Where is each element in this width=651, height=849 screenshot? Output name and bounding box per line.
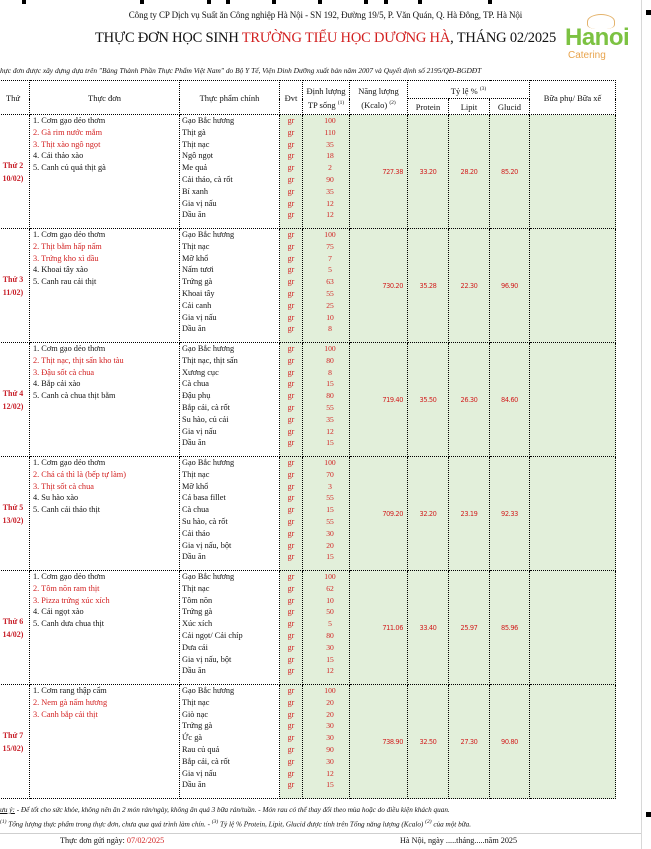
dish-item: 3. Pizza trứng xúc xích (33, 595, 110, 605)
quantity-item: 5 (328, 619, 332, 629)
page-title: THỰC ĐƠN HỌC SINH TRƯỜNG TIỂU HỌC DƯƠNG HÀ, THÁNG 02/2025 (95, 30, 556, 46)
unit-item: gr (287, 607, 295, 617)
ingredient-item: Trứng gà (182, 607, 213, 617)
lipit-value: 25.97 (449, 571, 490, 685)
ingredient-list (180, 343, 280, 457)
ingredient-item: Thịt nạc (182, 583, 210, 593)
ingredient-item: Su hào, cà rốt (182, 516, 228, 526)
unit-item: gr (287, 733, 295, 743)
dish-item: 1. Cơm gạo dẻo thơm (33, 230, 106, 239)
unit-item: gr (287, 265, 295, 275)
ingredient-item: Gia vị nấu (182, 198, 217, 208)
ingredient-item: Mỡ khổ (182, 481, 209, 491)
ingredient-item: Tôm nõn (182, 595, 213, 605)
quantity-list (303, 457, 350, 571)
unit-item: gr (287, 414, 295, 424)
protein-value: 33.20 (408, 115, 449, 229)
unit-item: gr (287, 458, 295, 467)
quantity-item: 30 (326, 756, 334, 766)
dish-item: 4. Cải ngọt xào (33, 607, 84, 617)
lipit-value: 28.20 (449, 115, 490, 229)
unit-item: gr (287, 572, 295, 581)
dish-item: 2. Nem gà nấm hương (33, 697, 108, 707)
quantity-item: 80 (326, 391, 334, 401)
quantity-item: 55 (326, 493, 334, 503)
quantity-item: 15 (326, 780, 334, 790)
unit-item: gr (287, 528, 295, 538)
page-ruler (0, 0, 651, 6)
quantity-item: 15 (326, 654, 334, 664)
dish-item: 5. Canh cà chua thịt bằm (33, 391, 116, 401)
unit-item: gr (287, 277, 295, 287)
quantity-item: 12 (326, 426, 334, 436)
lipit-value: 26.30 (449, 343, 490, 457)
col-ingredient: Thực phẩm chính (180, 81, 280, 115)
glucid-value: 85.20 (490, 115, 530, 229)
unit-item: gr (287, 438, 295, 448)
quantity-item: 20 (326, 697, 334, 707)
page-edge (641, 0, 642, 849)
quantity-item: 55 (326, 516, 334, 526)
quantity-item: 5 (328, 265, 332, 275)
quantity-item: 25 (326, 300, 334, 310)
col-ratio: Tỷ lệ % $^{(3)}$ (408, 81, 530, 99)
unit-item: gr (287, 163, 295, 173)
snack-cell (530, 343, 616, 457)
ingredient-item: Gia vị nấu (182, 312, 217, 322)
unit-item: gr (287, 619, 295, 629)
dish-item: 4. Khoai tây xào (33, 265, 88, 275)
unit-item: gr (287, 540, 295, 550)
quantity-item: 15 (326, 552, 334, 562)
dish-item: 2. Tôm nõn ram thịt (33, 583, 100, 593)
ingredient-item: Bí xanh (182, 186, 209, 196)
energy-value: 738.90 (350, 685, 408, 799)
col-quantity: Định lượng TP sống $^{(1)}$ (303, 81, 350, 115)
quantity-item: 63 (326, 277, 334, 287)
note-line-2: $^{(1)}$ Tổng lượng thực phẩm trong thực đơn, chưa qua quá trình làm chín. - $^{(3)}$ Tỷ lệ % Protein, Lipit, Glucid được tính trên Tổng năng lượng (Kcalo) $^{(2)}$ của một bữa. (0, 819, 471, 829)
unit-item: gr (287, 709, 295, 719)
ingredient-item: Ức gà (182, 733, 203, 743)
unit-item: gr (287, 402, 295, 412)
glucid-value: 90.80 (490, 685, 530, 799)
quantity-item: 15 (326, 438, 334, 448)
unit-list (280, 115, 303, 229)
dish-item: 2. Thịt bằm hấp nấm (33, 241, 102, 251)
unit-item: gr (287, 127, 295, 137)
unit-item: gr (287, 642, 295, 652)
quantity-item: 12 (326, 198, 334, 208)
ingredient-item: Dầu ăn (182, 552, 206, 562)
quantity-item: 30 (326, 642, 334, 652)
ingredient-item: Dầu ăn (182, 780, 206, 790)
ingredient-item: Su hào, củ cải (182, 414, 229, 424)
day-cell: Thứ 2 10/02) (0, 115, 30, 229)
unit-item: gr (287, 595, 295, 605)
unit-item: gr (287, 481, 295, 491)
unit-list (280, 685, 303, 799)
dish-item: 4. Cải thảo xào (33, 151, 84, 161)
quantity-item: 7 (328, 253, 332, 263)
quantity-item: 12 (326, 666, 334, 676)
dish-item: 3. Thịt sốt cà chua (33, 481, 94, 491)
energy-value: 730.20 (350, 229, 408, 343)
menu-basis-note: hực đơn được xây dựng dựa trên "Bảng Thành Phần Thực Phẩm Việt Nam" do Bộ Y Tế, Viện Dinh Dưỡng xuất bản năm 2007 và Quyết định số 2195/QĐ-BGDĐT (0, 66, 482, 75)
unit-item: gr (287, 756, 295, 766)
quantity-item: 55 (326, 288, 334, 298)
ingredient-item: Trứng gà (182, 277, 213, 287)
quantity-list (303, 571, 350, 685)
day-cell: Thứ 3 11/02) (0, 229, 30, 343)
snack-cell (530, 571, 616, 685)
ingredient-item: Cải thảo, cà rốt (182, 174, 233, 184)
day-row (0, 343, 616, 457)
unit-item: gr (287, 721, 295, 731)
unit-item: gr (287, 139, 295, 149)
ingredient-item: Cà chua (182, 379, 209, 389)
quantity-list (303, 343, 350, 457)
quantity-item: 35 (326, 414, 334, 424)
ingredient-item: Ngô ngọt (182, 151, 214, 161)
ingredient-item: Nấm tươi (182, 265, 214, 275)
ingredient-item: Gạo Bắc hương (182, 230, 235, 239)
ingredient-item: Gia vị nấu, bột (182, 540, 232, 550)
unit-item: gr (287, 493, 295, 503)
unit-item: gr (287, 379, 295, 389)
col-unit: Đvt (280, 81, 303, 115)
ingredient-item: Thịt gà (182, 127, 206, 137)
quantity-item: 110 (324, 127, 336, 137)
ingredient-item: Cá basa fillet (182, 493, 226, 503)
unit-item: gr (287, 210, 295, 220)
dish-item: 1. Cơm gạo dẻo thơm (33, 458, 106, 467)
ingredient-item: Dầu ăn (182, 324, 206, 334)
quantity-item: 8 (328, 367, 332, 377)
unit-item: gr (287, 230, 295, 239)
ingredient-item: Bắp cải, cà rốt (182, 402, 230, 412)
glucid-value: 85.96 (490, 571, 530, 685)
unit-item: gr (287, 174, 295, 184)
glucid-value: 92.33 (490, 457, 530, 571)
unit-item: gr (287, 324, 295, 334)
ingredient-item: Gạo Bắc hương (182, 116, 235, 125)
quantity-item: 80 (326, 355, 334, 365)
divider (0, 833, 641, 834)
unit-item: gr (287, 241, 295, 251)
menu-table (0, 80, 616, 799)
place-date: Hà Nội, ngày .....tháng.....năm 2025 (400, 836, 518, 845)
energy-value: 719.40 (350, 343, 408, 457)
unit-list (280, 571, 303, 685)
ingredient-item: Xúc xích (182, 619, 213, 629)
ingredient-item: Gia vị nấu, bột (182, 654, 232, 664)
unit-list (280, 229, 303, 343)
dish-list (30, 685, 180, 799)
glucid-value: 96.90 (490, 229, 530, 343)
dish-item: 4. Bắp cải xào (33, 379, 81, 389)
dish-item: 3. Canh bắp cải thịt (33, 709, 98, 719)
quantity-item: 18 (326, 151, 334, 161)
dish-item: 5. Canh dưa chua thịt (33, 619, 105, 629)
ingredient-item: Gạo Bắc hương (182, 344, 235, 353)
ingredient-item: Gạo Bắc hương (182, 458, 235, 467)
quantity-item: 20 (326, 540, 334, 550)
dish-item: 1. Cơm gạo dẻo thơm (33, 116, 106, 125)
unit-item: gr (287, 253, 295, 263)
day-row (0, 457, 616, 571)
unit-item: gr (287, 780, 295, 790)
dish-item: 1. Cơm gạo dẻo thơm (33, 572, 106, 581)
ingredient-item: Cải ngọt/ Cải chíp (182, 630, 243, 640)
unit-item: gr (287, 583, 295, 593)
ingredient-item: Cải canh (182, 300, 212, 310)
day-row (0, 685, 616, 799)
dish-item: 1. Cơm gạo dẻo thơm (33, 344, 106, 353)
ingredient-item: Dầu ăn (182, 666, 206, 676)
quantity-item: 80 (326, 630, 334, 640)
quantity-item: 100 (324, 116, 336, 125)
quantity-item: 100 (324, 686, 336, 695)
unit-item: gr (287, 426, 295, 436)
unit-item: gr (287, 151, 295, 161)
quantity-item: 70 (326, 469, 334, 479)
dish-item: 5. Canh cải thảo thịt (33, 505, 101, 515)
quantity-item: 50 (326, 607, 334, 617)
quantity-item: 100 (324, 572, 336, 581)
ingredient-item: Rau củ quả (182, 744, 220, 754)
unit-item: gr (287, 300, 295, 310)
unit-item: gr (287, 469, 295, 479)
unit-item: gr (287, 198, 295, 208)
unit-item: gr (287, 697, 295, 707)
quantity-item: 15 (326, 505, 334, 515)
ingredient-item: Dầu ăn (182, 438, 206, 448)
school-name: TRƯỜNG TIỂU HỌC DƯƠNG HÀ (241, 30, 451, 46)
dish-item: 1. Cơm rang thập cẩm (33, 686, 107, 695)
ingredient-item: Thịt nạc (182, 469, 210, 479)
unit-item: gr (287, 367, 295, 377)
ingredient-item: Gạo Bắc hương (182, 572, 235, 581)
note-line-1: ưu ý: - Để tốt cho sức khỏe, không nên ăn 2 món rán/ngày, không ăn quá 3 bữa rán/tuần. - Món rau có thể thay đổi theo mùa hoặc do điều kiện khách quan. (0, 806, 450, 814)
dish-item: 2. Thịt nạc, thịt sấn kho tàu (33, 355, 124, 365)
ingredient-item: Khoai tây (182, 288, 215, 298)
col-menu: Thực đơn (30, 81, 180, 115)
ingredient-item: Thịt nạc (182, 697, 210, 707)
protein-value: 32.20 (408, 457, 449, 571)
day-cell: Thứ 5 13/02) (0, 457, 30, 571)
ingredient-item: Me quả (182, 163, 208, 173)
quantity-item: 12 (326, 210, 334, 220)
ingredient-item: Bắp cải, cà rốt (182, 756, 230, 766)
quantity-item: 15 (326, 379, 334, 389)
col-protein: Protein (408, 99, 449, 115)
quantity-item: 35 (326, 186, 334, 196)
quantity-item: 55 (326, 402, 334, 412)
unit-item: gr (287, 686, 295, 695)
ingredient-item: Gia vị nấu (182, 426, 217, 436)
glucid-value: 84.60 (490, 343, 530, 457)
dish-item: 5. Canh rau cải thịt (33, 277, 97, 287)
unit-item: gr (287, 344, 295, 353)
protein-value: 32.50 (408, 685, 449, 799)
quantity-list (303, 229, 350, 343)
dish-item: 2. Gà rim nước mắm (33, 127, 103, 137)
unit-item: gr (287, 768, 295, 778)
day-row (0, 571, 616, 685)
protein-value: 33.40 (408, 571, 449, 685)
quantity-item: 30 (326, 721, 334, 731)
col-snack: Bữa phụ/ Bữa xế (530, 81, 616, 115)
col-day: Thứ (0, 81, 30, 115)
unit-item: gr (287, 552, 295, 562)
unit-item: gr (287, 654, 295, 664)
energy-value: 711.06 (350, 571, 408, 685)
day-cell: Thứ 7 15/02) (0, 685, 30, 799)
ingredient-item: Dưa cải (182, 642, 208, 652)
unit-list (280, 457, 303, 571)
ingredient-item: Xương cục (182, 367, 219, 377)
resize-handle[interactable] (646, 812, 651, 817)
ingredient-list (180, 457, 280, 571)
lipit-value: 27.30 (449, 685, 490, 799)
unit-item: gr (287, 744, 295, 754)
ingredient-item: Giò nạc (182, 709, 209, 719)
ingredient-item: Gạo Bắc hương (182, 686, 235, 695)
snack-cell (530, 115, 616, 229)
quantity-item: 100 (324, 344, 336, 353)
quantity-item: 3 (328, 481, 332, 491)
quantity-item: 90 (326, 174, 334, 184)
sent-date: Thực đơn gửi ngày: 07/02/2025 (60, 836, 165, 845)
quantity-item: 30 (326, 733, 334, 743)
quantity-item: 10 (326, 595, 334, 605)
unit-item: gr (287, 312, 295, 322)
ingredient-list (180, 685, 280, 799)
lipit-value: 23.19 (449, 457, 490, 571)
unit-item: gr (287, 116, 295, 125)
dish-list (30, 229, 180, 343)
ingredient-item: Thịt nạc, thịt sấn (182, 355, 238, 365)
dish-list (30, 115, 180, 229)
dish-item: 3. Trứng kho xì dầu (33, 253, 99, 263)
col-lipit: Lipit (449, 99, 490, 115)
day-cell: Thứ 6 14/02) (0, 571, 30, 685)
quantity-item: 30 (326, 528, 334, 538)
company-address: Công ty CP Dịch vụ Suất ăn Công nghiệp Hà Nội - SN 192, Đường 19/5, P. Văn Quán, Q. Hà Đông, TP. Hà Nội (128, 10, 523, 20)
ingredient-list (180, 571, 280, 685)
dish-item: 2. Chả cá thì là (bếp tự làm) (33, 469, 126, 479)
dish-item: 3. Đậu sốt cà chua (33, 367, 95, 377)
energy-value: 709.20 (350, 457, 408, 571)
quantity-item: 100 (324, 230, 336, 239)
dish-list (30, 571, 180, 685)
lipit-value: 22.30 (449, 229, 490, 343)
quantity-list (303, 685, 350, 799)
ingredient-item: Cà chua (182, 505, 209, 515)
protein-value: 35.50 (408, 343, 449, 457)
unit-item: gr (287, 391, 295, 401)
col-energy: Năng lượng (Kcalo) $^{(2)}$ (350, 81, 408, 115)
ingredient-item: Trứng gà (182, 721, 213, 731)
quantity-item: 12 (326, 768, 334, 778)
unit-item: gr (287, 516, 295, 526)
quantity-item: 75 (326, 241, 334, 251)
ingredient-item: Thịt nạc (182, 139, 210, 149)
snack-cell (530, 229, 616, 343)
unit-item: gr (287, 186, 295, 196)
quantity-item: 35 (326, 139, 334, 149)
ingredient-item: Cải thảo (182, 528, 210, 538)
quantity-item: 62 (326, 583, 334, 593)
protein-value: 35.28 (408, 229, 449, 343)
day-row (0, 229, 616, 343)
hanoi-catering-logo: Hanoi Catering (565, 14, 635, 64)
quantity-item: 10 (326, 312, 334, 322)
quantity-item: 100 (324, 458, 336, 467)
day-cell: Thứ 4 12/02) (0, 343, 30, 457)
unit-item: gr (287, 505, 295, 515)
ingredient-item: Dầu ăn (182, 210, 206, 220)
quantity-item: 20 (326, 709, 334, 719)
quantity-item: 2 (328, 163, 332, 173)
dish-list (30, 457, 180, 571)
ingredient-item: Gia vị nấu (182, 768, 217, 778)
unit-list (280, 343, 303, 457)
dish-item: 4. Su hào xào (33, 493, 79, 503)
dish-item: 3. Thịt xào ngô ngọt (33, 139, 101, 149)
ingredient-list (180, 229, 280, 343)
day-row (0, 115, 616, 229)
dish-item: 5. Canh củ quả thịt gà (33, 163, 106, 173)
ingredient-list (180, 115, 280, 229)
quantity-item: 8 (328, 324, 332, 334)
unit-item: gr (287, 630, 295, 640)
col-glucid: Glucid (490, 99, 530, 115)
energy-value: 727.38 (350, 115, 408, 229)
unit-item: gr (287, 666, 295, 676)
quantity-item: 90 (326, 744, 334, 754)
ingredient-item: Đậu phụ (182, 391, 211, 401)
quantity-list (303, 115, 350, 229)
ingredient-item: Mỡ khổ (182, 253, 209, 263)
snack-cell (530, 457, 616, 571)
dish-list (30, 343, 180, 457)
ingredient-item: Thịt nạc (182, 241, 210, 251)
unit-item: gr (287, 355, 295, 365)
snack-cell (530, 685, 616, 799)
unit-item: gr (287, 288, 295, 298)
